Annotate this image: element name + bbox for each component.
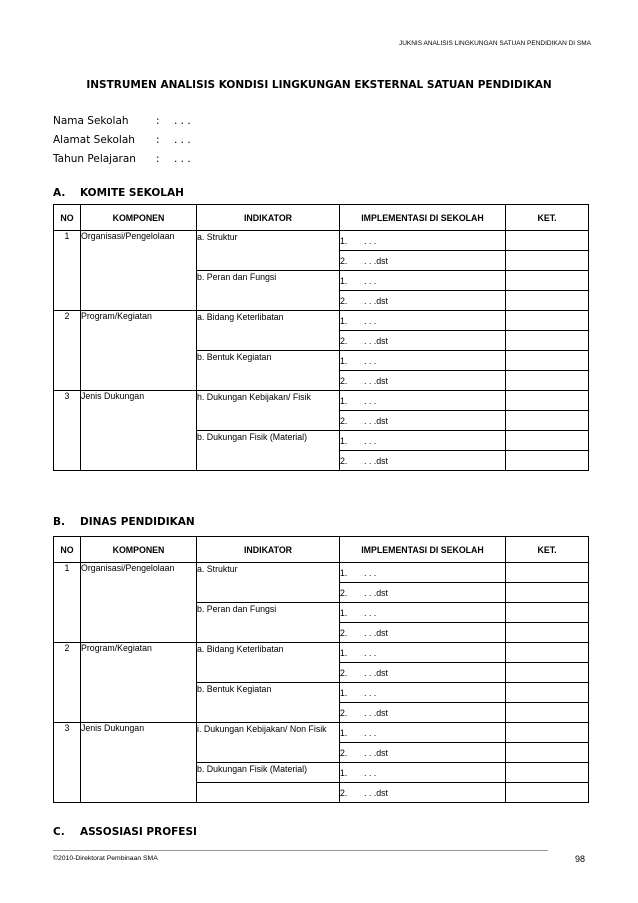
impl-line: 1. . . . — [340, 603, 506, 623]
impl-line: 1. . . . — [340, 311, 506, 331]
row-indikator: b. Bentuk Kegiatan — [197, 351, 340, 391]
row-no: 1 — [54, 563, 81, 643]
impl-line: 1. . . . — [340, 723, 506, 743]
ket-cell — [506, 643, 589, 663]
col-indikator: INDIKATOR — [197, 537, 340, 563]
row-no: 1 — [54, 231, 81, 311]
impl-line: 2. . . .dst — [340, 251, 506, 271]
row-indikator: b. Peran dan Fungsi — [197, 271, 340, 311]
table-row — [54, 563, 589, 583]
ket-cell — [506, 251, 589, 271]
ket-cell — [506, 743, 589, 763]
ket-cell — [506, 663, 589, 683]
impl-line: 1. . . . — [340, 431, 506, 451]
field-label: Tahun Pelajaran — [53, 153, 136, 165]
section-name: ASSOSIASI PROFESI — [80, 826, 197, 838]
section-a-heading — [53, 187, 184, 199]
ket-cell — [506, 623, 589, 643]
row-indikator: b. Bentuk Kegiatan — [197, 683, 340, 723]
row-komponen: Organisasi/Pengelolaan — [81, 231, 197, 311]
impl-line: 1. . . . — [340, 763, 506, 783]
table-row — [54, 643, 589, 663]
table-header-row — [54, 205, 589, 231]
row-no: 2 — [54, 643, 81, 723]
impl-line: 2. . . .dst — [340, 703, 506, 723]
row-indikator: b. Dukungan Fisik (Material) — [197, 763, 340, 783]
section-name: DINAS PENDIDIKAN — [80, 516, 195, 528]
row-komponen: Jenis Dukungan — [81, 391, 197, 471]
ket-cell — [506, 271, 589, 291]
col-no: NO — [54, 537, 81, 563]
row-indikator — [197, 783, 340, 803]
row-indikator: a. Struktur — [197, 231, 340, 271]
ket-cell — [506, 563, 589, 583]
impl-line: 2. . . .dst — [340, 371, 506, 391]
table-dinas-pendidikan — [53, 536, 589, 803]
ket-cell — [506, 431, 589, 451]
section-c-heading — [53, 826, 197, 838]
impl-line: 2. . . .dst — [340, 331, 506, 351]
row-no: 3 — [54, 391, 81, 471]
impl-line: 1. . . . — [340, 391, 506, 411]
ket-cell — [506, 763, 589, 783]
row-indikator: b. Peran dan Fungsi — [197, 603, 340, 643]
impl-line: 2. . . .dst — [340, 663, 506, 683]
field-value: . . . — [174, 134, 191, 146]
document-title: INSTRUMEN ANALISIS KONDISI LINGKUNGAN EKSTERNAL SATUAN PENDIDIKAN — [86, 79, 552, 91]
col-komponen: KOMPONEN — [81, 205, 197, 231]
row-komponen: Program/Kegiatan — [81, 311, 197, 391]
impl-line: 1. . . . — [340, 683, 506, 703]
table-row — [54, 391, 589, 411]
ket-cell — [506, 311, 589, 331]
page-number: 98 — [574, 854, 585, 864]
field-separator: : — [156, 153, 160, 165]
footer-divider — [53, 850, 548, 851]
field-value: . . . — [174, 115, 191, 127]
field-label: Nama Sekolah — [53, 115, 129, 127]
row-no: 3 — [54, 723, 81, 803]
ket-cell — [506, 683, 589, 703]
section-letter: B. — [53, 516, 65, 528]
impl-line: 1. . . . — [340, 563, 506, 583]
impl-line: 1. . . . — [340, 271, 506, 291]
col-implementasi: IMPLEMENTASI DI SEKOLAH — [340, 205, 506, 231]
field-nama-sekolah — [53, 115, 191, 127]
impl-line: 2. . . .dst — [340, 743, 506, 763]
section-b-heading — [53, 516, 195, 528]
ket-cell — [506, 291, 589, 311]
ket-cell — [506, 411, 589, 431]
ket-cell — [506, 371, 589, 391]
ket-cell — [506, 723, 589, 743]
col-ket: KET. — [506, 537, 589, 563]
impl-line: 2. . . .dst — [340, 291, 506, 311]
row-komponen: Program/Kegiatan — [81, 643, 197, 723]
ket-cell — [506, 231, 589, 251]
field-separator: : — [156, 115, 160, 127]
row-indikator: h. Dukungan Kebijakan/ Fisik — [197, 391, 340, 431]
section-letter: C. — [53, 826, 65, 838]
field-label: Alamat Sekolah — [53, 134, 135, 146]
table-komite-sekolah — [53, 204, 589, 471]
col-indikator: INDIKATOR — [197, 205, 340, 231]
row-indikator: i. Dukungan Kebijakan/ Non Fisik — [197, 723, 340, 763]
row-indikator: a. Bidang Keterlibatan — [197, 643, 340, 683]
row-indikator: a. Struktur — [197, 563, 340, 603]
field-value: . . . — [174, 153, 191, 165]
table-row — [54, 231, 589, 251]
field-separator: : — [156, 134, 160, 146]
impl-line: 1. . . . — [340, 231, 506, 251]
row-indikator: a. Bidang Keterlibatan — [197, 311, 340, 351]
table-row — [54, 311, 589, 331]
section-letter: A. — [53, 187, 66, 199]
col-no: NO — [54, 205, 81, 231]
impl-line: 2. . . .dst — [340, 783, 506, 803]
running-header: JUKNIS ANALISIS LINGKUNGAN SATUAN PENDIDIKAN DI SMA — [398, 40, 591, 47]
ket-cell — [506, 351, 589, 371]
ket-cell — [506, 783, 589, 803]
row-indikator: b. Dukungan Fisik (Material) — [197, 431, 340, 471]
row-no: 2 — [54, 311, 81, 391]
impl-line: 2. . . .dst — [340, 411, 506, 431]
table-row — [54, 723, 589, 743]
row-komponen: Organisasi/Pengelolaan — [81, 563, 197, 643]
impl-line: 1. . . . — [340, 351, 506, 371]
col-implementasi: IMPLEMENTASI DI SEKOLAH — [340, 537, 506, 563]
impl-line: 1. . . . — [340, 643, 506, 663]
ket-cell — [506, 391, 589, 411]
row-komponen: Jenis Dukungan — [81, 723, 197, 803]
ket-cell — [506, 331, 589, 351]
field-alamat-sekolah — [53, 134, 191, 146]
ket-cell — [506, 703, 589, 723]
field-tahun-pelajaran — [53, 153, 191, 165]
col-ket: KET. — [506, 205, 589, 231]
impl-line: 2. . . .dst — [340, 583, 506, 603]
section-name: KOMITE SEKOLAH — [80, 187, 184, 199]
ket-cell — [506, 603, 589, 623]
impl-line: 2. . . .dst — [340, 623, 506, 643]
ket-cell — [506, 583, 589, 603]
table-header-row — [54, 537, 589, 563]
footer-copyright: ©2010-Direktorat Pembinaan SMA — [53, 855, 158, 862]
impl-line: 2. . . .dst — [340, 451, 506, 471]
ket-cell — [506, 451, 589, 471]
col-komponen: KOMPONEN — [81, 537, 197, 563]
